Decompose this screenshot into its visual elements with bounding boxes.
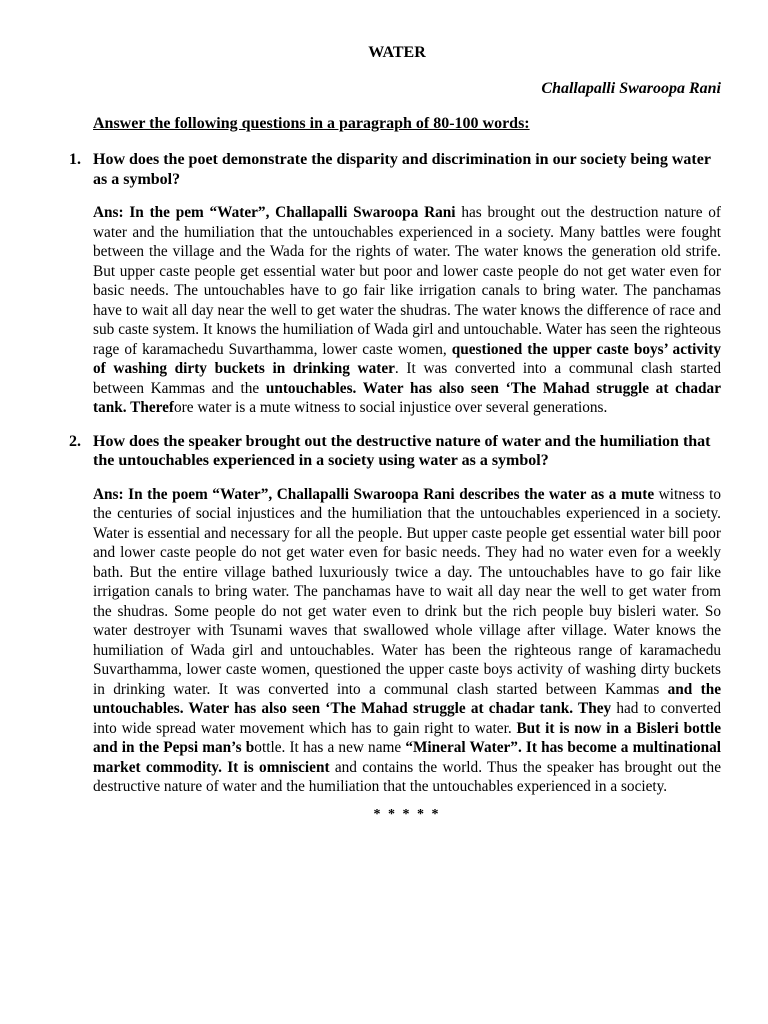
question-block <box>69 432 721 797</box>
question-number: 2. <box>69 432 81 450</box>
instruction-heading: Answer the following questions in a paragraph of 80-100 words: <box>93 115 530 132</box>
answer-segment: has brought out the destruction nature of water and the humiliation that the untouchables experienced in a society. Many battles were fought between the village and the Wada for the rights of water. The water knows the generation old strife. But upper caste people get essential water but poor and lower caste people do not get water even for basic needs. The untouchables have to go fair like irrigation canals to bring water. The panchamas have to wait all day near the well to get water the shudras. The water knows the difference of race and sub caste system. It knows the humiliation of Wada girl and untouchable. Water has seen the righteous rage of karamachedu Suvarthamma, lower caste women, <box>93 204 721 358</box>
answer-segment: untouchables. Water has also seen ‘The Mahad struggle at chadar tank. Theref <box>93 379 721 416</box>
answer-segment: “Mineral Water”. It has become a multinational market commodity. It is omniscient <box>93 739 721 776</box>
question-block <box>69 150 721 418</box>
question-number: 1. <box>69 151 81 168</box>
answer-segment: had to converted into wide spread water movement which has to gain right to water. <box>93 700 721 737</box>
question-text: How does the speaker brought out the destructive nature of water and the humiliation that the untouchables experienced in a society using water as a symbol? <box>93 432 711 469</box>
answer-segment: Ans: In the poem “Water”, Challapalli Swaroopa Rani describes the water as a mute <box>93 485 655 503</box>
answer-segment: . It was converted into a communal clash started between Kammas and the <box>93 360 721 397</box>
end-mark: * * * * * <box>373 806 441 822</box>
answer-segment: and the untouchables. Water has also seen ‘The Mahad struggle at chadar tank. They <box>93 680 721 717</box>
answer-segment: ore water is a mute witness to social injustice over several generations. <box>174 399 608 416</box>
question-2 <box>69 432 721 471</box>
question-text: How does the poet demonstrate the disparity and discrimination in our society being water as a symbol? <box>93 151 711 188</box>
document-title: WATER <box>368 44 426 61</box>
answer-segment: ottle. It has a new name <box>254 739 406 756</box>
answer-segment: and contains the world. Thus the speaker has brought out the destructive nature of water and the humiliation that the untouchables experienced in a society. <box>93 758 721 795</box>
question-1 <box>69 150 721 189</box>
answer-segment: witness to the centuries of social injustices and the humiliation that the untouchables experienced in a society. Water is essential and necessary for all the people. But upper caste people get essential water bill poor and lower caste people do not get water even for basic needs. They had no water even for a weekly bath. But the entire village bathed luxuriously twice a day. The untouchables have to go fair like irrigation canals to bring water. The panchamas have to wait all day near the well to get water from the shudras. Some people do not get water even to drink but the rich people buy bisleri water. So water destroyer with Tsunami waves that swallowed whole village after village. Water knows the humiliation of Wada girl and untouchables. Water has been the righteous range of karamachedu Suvarthamma, lower caste women, questioned the upper caste boys activity of washing dirty buckets in drinking water. It was converted into a communal clash started between Kammas <box>93 485 721 698</box>
answer-segment: But it is now in a Bisleri bottle and in the Pepsi man’s b <box>93 719 721 756</box>
answer-segment: questioned the upper caste boys’ activity of washing dirty buckets in drinking water <box>93 340 721 377</box>
author-name: Challapalli Swaroopa Rani <box>541 80 721 97</box>
answer-segment: Ans: In the pem “Water”, Challapalli Swaroopa Rani <box>93 204 456 221</box>
answer-1 <box>93 203 721 418</box>
answer-2 <box>93 485 721 797</box>
